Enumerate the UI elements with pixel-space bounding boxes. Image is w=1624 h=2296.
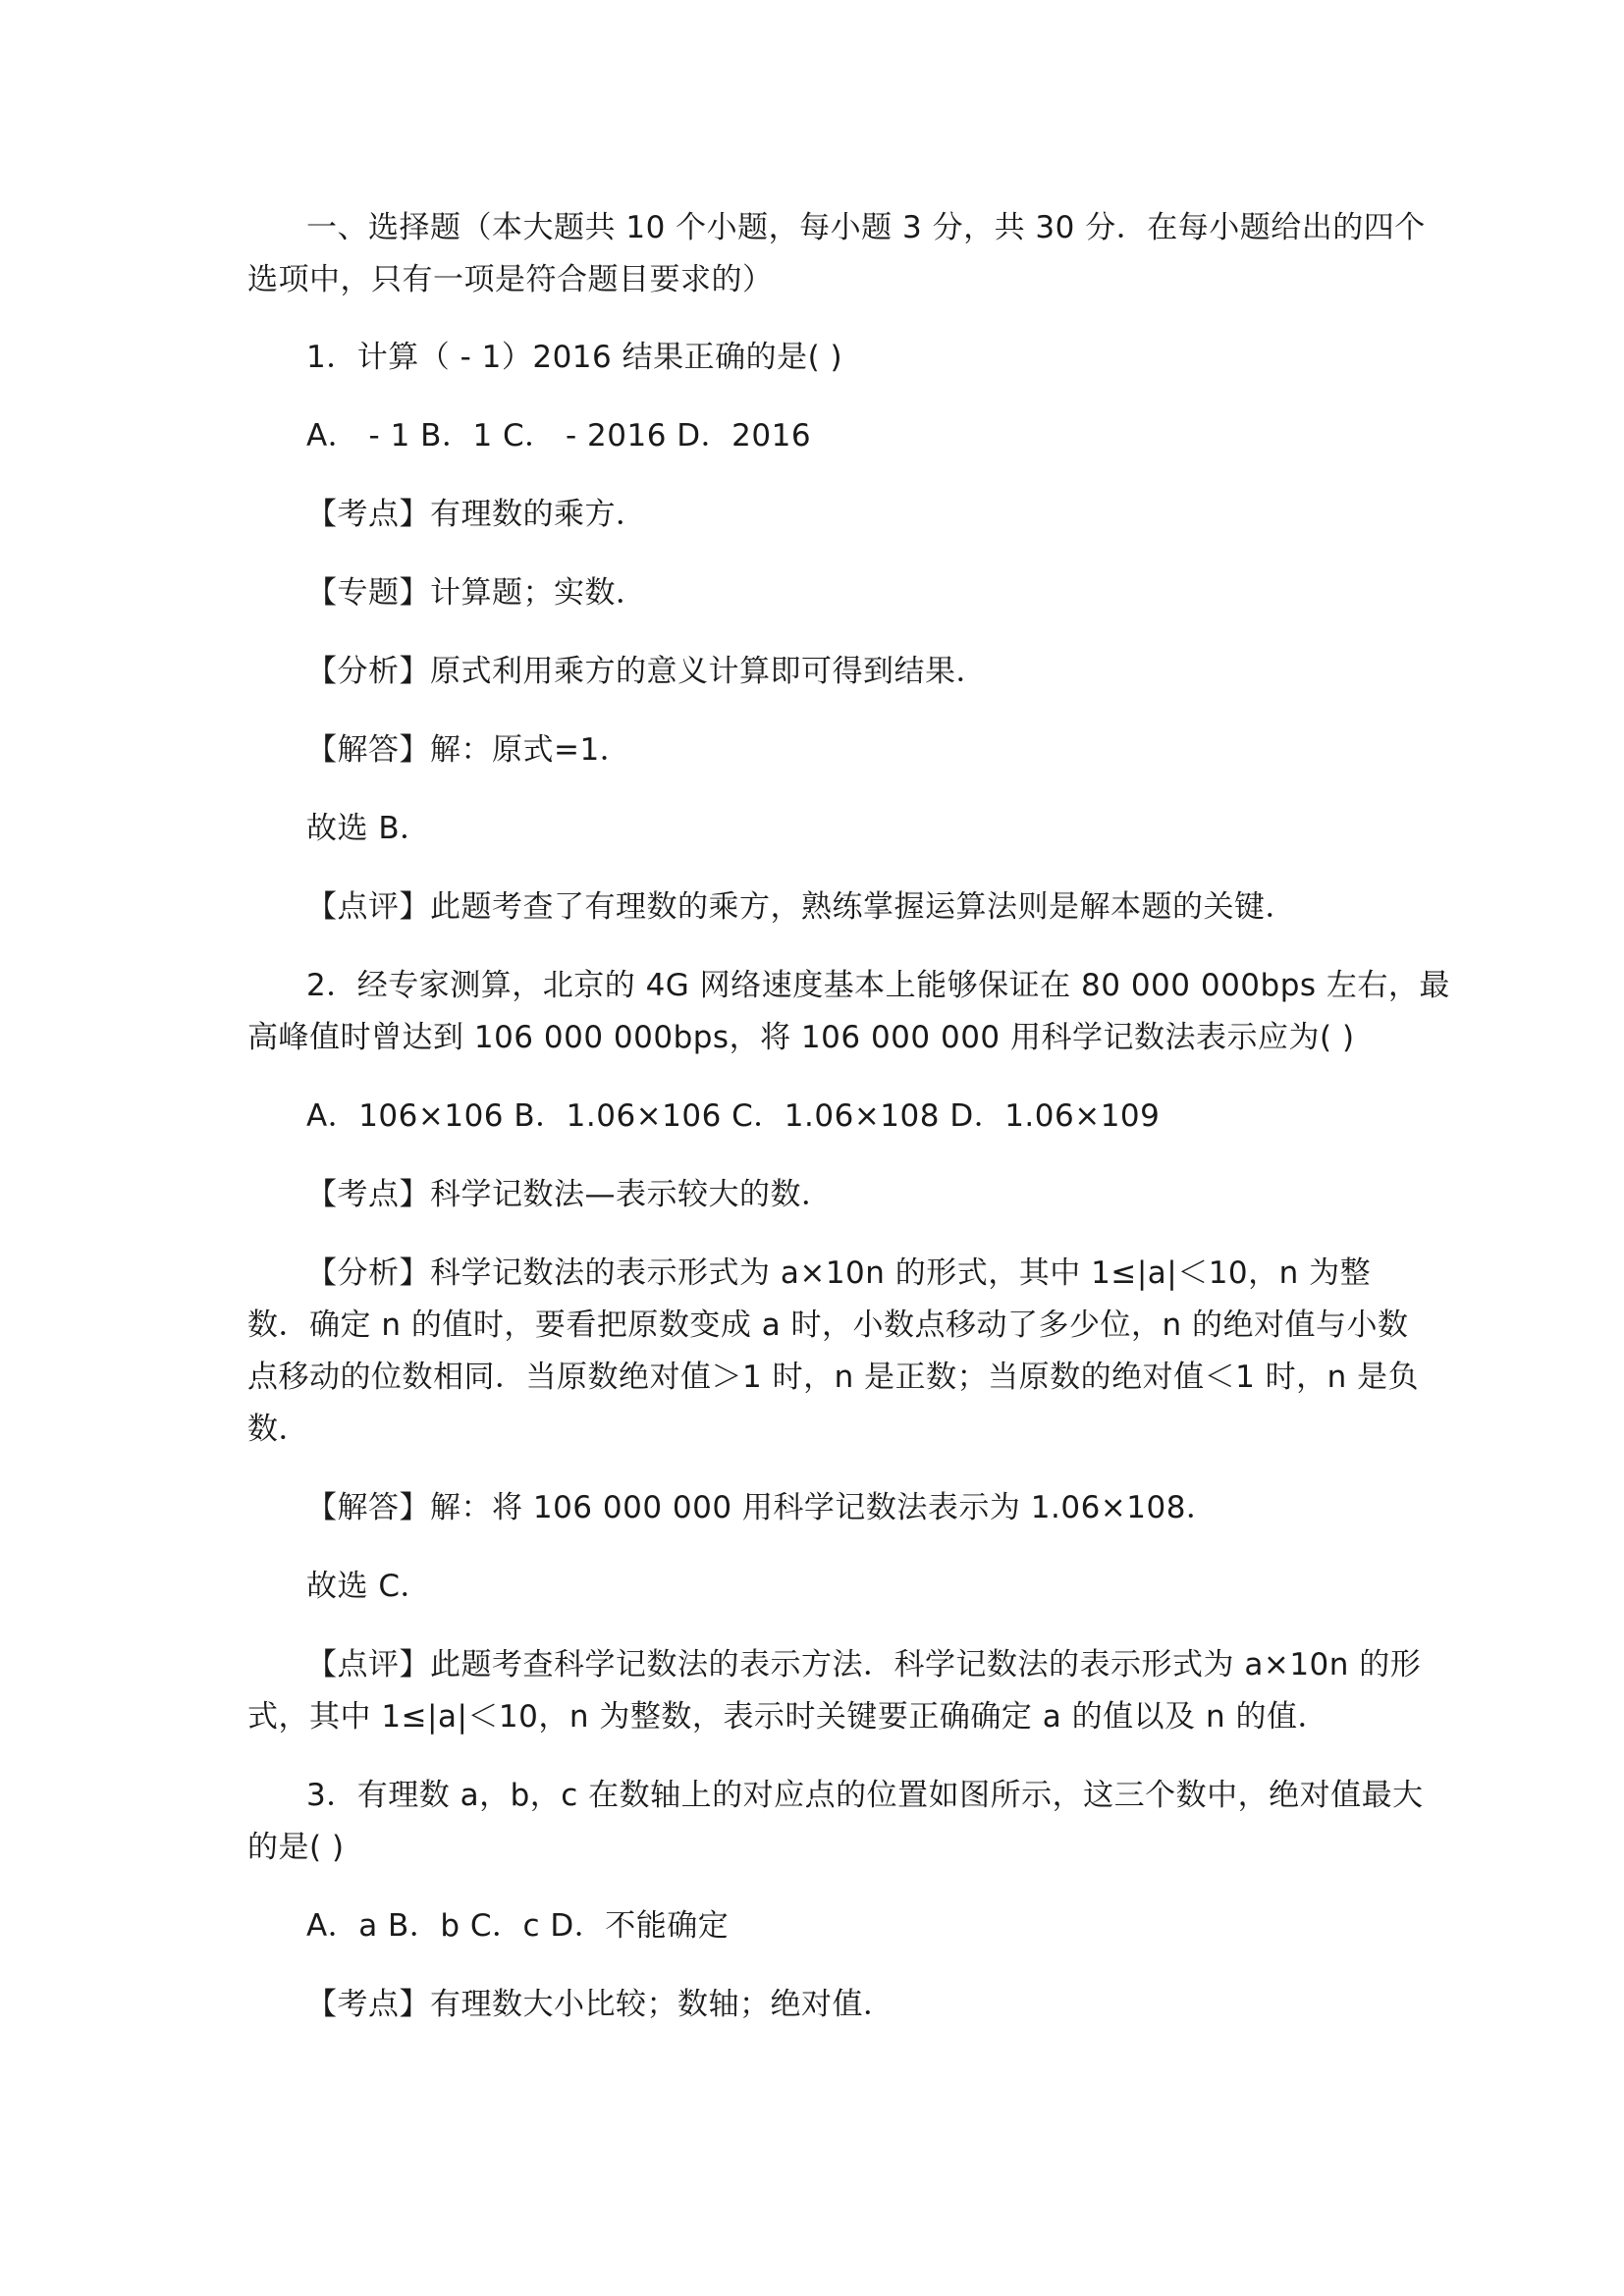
- question-2-answer: 故选 C．: [306, 1569, 431, 1604]
- question-1-topic: 【专题】计算题；实数．: [306, 575, 647, 611]
- question-2-comment-line-1: 【点评】此题考查科学记数法的表示方法．科学记数法的表示形式为 a×10n 的形: [306, 1647, 1422, 1682]
- question-2-options: A．106×106 B．1.06×106 C．1.06×108 D．1.06×109: [306, 1098, 1161, 1134]
- question-1-key-point: 【考点】有理数的乘方．: [306, 497, 647, 532]
- question-3-stem-line-2: 的是( ): [247, 1830, 345, 1865]
- question-2-analysis-line-4: 数．: [247, 1412, 309, 1447]
- question-3-key-point: 【考点】有理数大小比较；数轴；绝对值．: [306, 1987, 894, 2022]
- question-1-analysis: 【分析】原式利用乘方的意义计算即可得到结果．: [306, 654, 987, 689]
- section-heading-line-2: 选项中，只有一项是符合题目要求的）: [247, 262, 774, 297]
- section-heading-line-1: 一、选择题（本大题共 10 个小题，每小题 3 分，共 30 分．在每小题给出的四个: [306, 210, 1426, 245]
- question-2-analysis-line-3: 点移动的位数相同．当原数绝对值＞1 时，n 是正数；当原数的绝对值＜1 时，n 是负: [247, 1360, 1420, 1395]
- question-3-options: A．a B．b C．c D．不能确定: [306, 1908, 730, 1944]
- question-2-comment-line-2: 式，其中 1≤|a|＜10，n 为整数，表示时关键要正确确定 a 的值以及 n 的值．: [247, 1699, 1328, 1735]
- question-1-solution: 【解答】解：原式=1．: [306, 732, 631, 768]
- question-1-stem: 1．计算（ - 1）2016 结果正确的是( ): [306, 340, 843, 375]
- question-1-comment: 【点评】此题考查了有理数的乘方，熟练掌握运算法则是解本题的关键．: [306, 889, 1296, 925]
- question-2-solution: 【解答】解：将 106 000 000 用科学记数法表示为 1.06×108．: [306, 1490, 1218, 1525]
- question-2-key-point: 【考点】科学记数法—表示较大的数．: [306, 1177, 833, 1212]
- question-2-stem-line-1: 2．经专家测算，北京的 4G 网络速度基本上能够保证在 80 000 000bps 左右，最: [306, 968, 1450, 1003]
- question-1-options: A． - 1 B．1 C． - 2016 D．2016: [306, 418, 812, 454]
- question-2-stem-line-2: 高峰值时曾达到 106 000 000bps，将 106 000 000 用科学记数法表示应为( ): [247, 1020, 1355, 1055]
- question-2-analysis-line-1: 【分析】科学记数法的表示形式为 a×10n 的形式，其中 1≤|a|＜10，n 为整: [306, 1255, 1372, 1291]
- question-3-stem-line-1: 3．有理数 a，b，c 在数轴上的对应点的位置如图所示，这三个数中，绝对值最大: [306, 1778, 1424, 1813]
- question-1-answer: 故选 B．: [306, 811, 431, 846]
- question-2-analysis-line-2: 数．确定 n 的值时，要看把原数变成 a 时，小数点移动了多少位，n 的绝对值与小数: [247, 1308, 1409, 1343]
